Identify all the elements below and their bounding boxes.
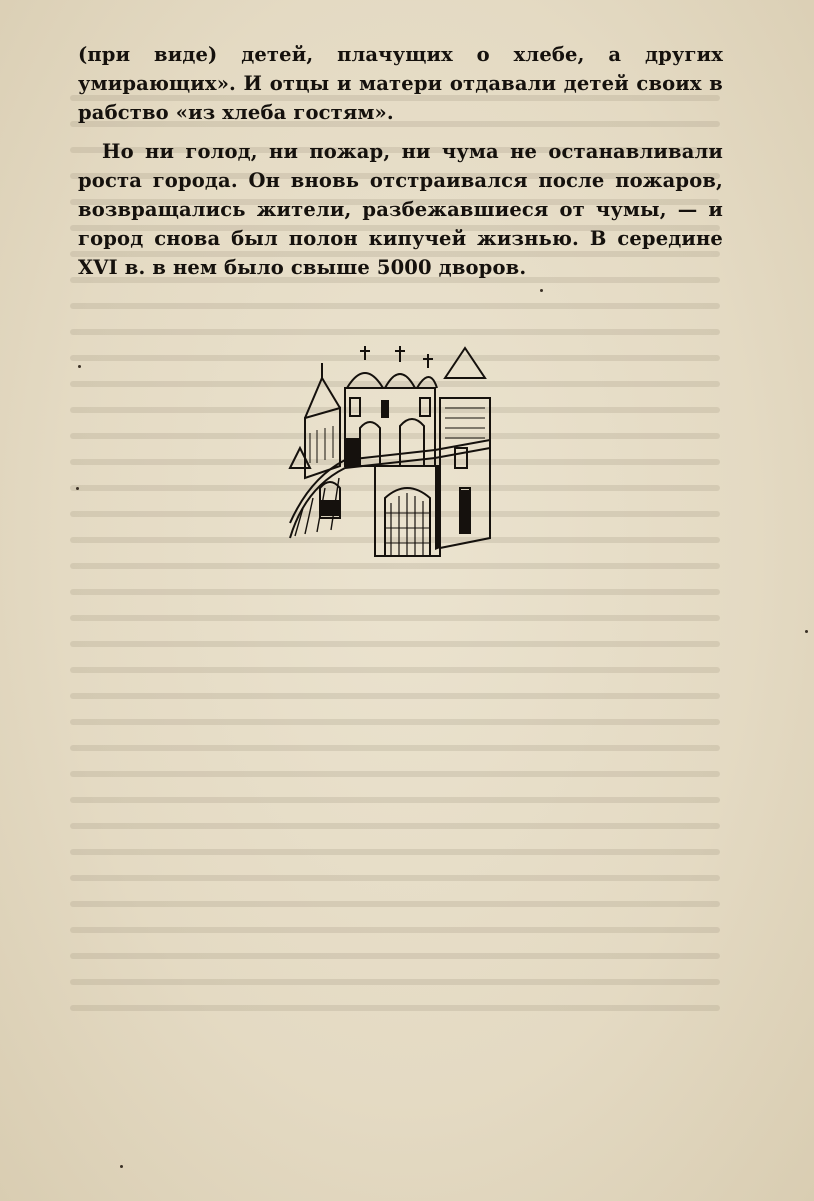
print-speck: [540, 289, 543, 292]
print-speck: [76, 487, 79, 490]
body-text: [78, 40, 723, 292]
paragraph-2: Но ни голод, ни пожар, ни чума не останавливали роста города. Он вновь отстраивался после пожаров, возвращались жители, разбежавшиеся от чумы, — и город снова был полон кипучей жизнью. В середине XVI в. в нем было свыше 5000 дворов.: [78, 140, 723, 279]
paragraph-1: (при виде) детей, плачущих о хлебе, а других умирающих». И отцы и матери отдавали детей своих в рабство «из хлеба гостям».: [78, 43, 723, 124]
print-speck: [78, 365, 81, 368]
print-speck: [120, 1165, 123, 1168]
print-speck: [805, 630, 808, 633]
medieval-city-woodcut-icon: [285, 338, 495, 558]
